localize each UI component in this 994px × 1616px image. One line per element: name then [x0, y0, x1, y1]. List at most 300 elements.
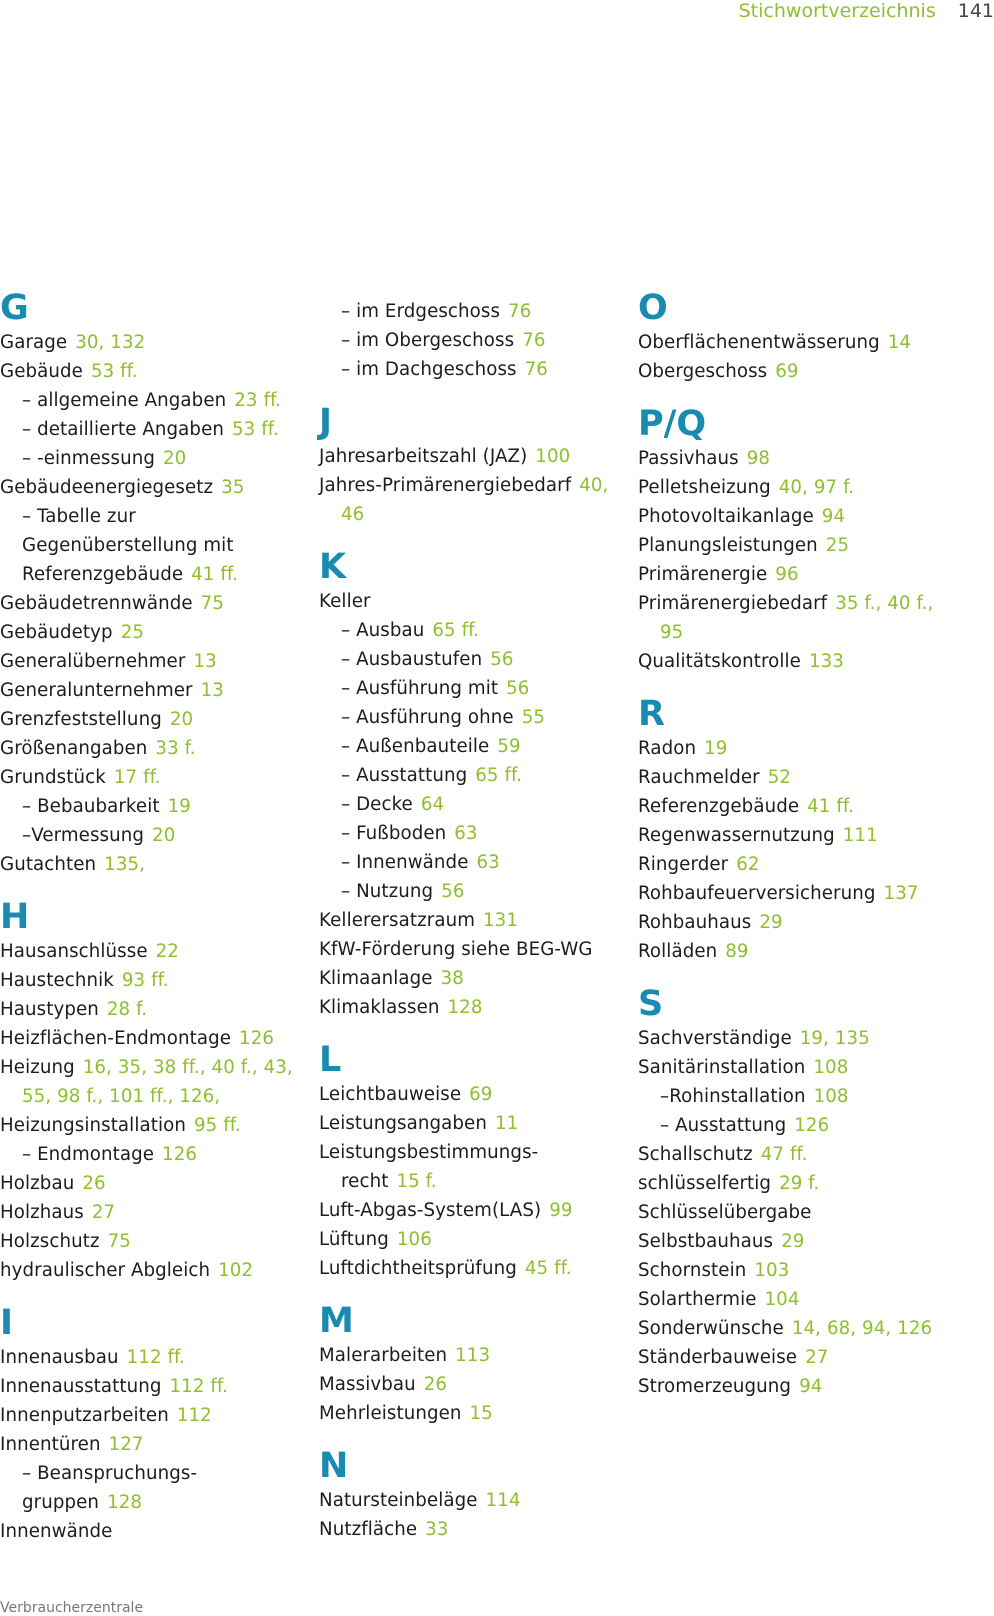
index-entry [319, 1254, 619, 1283]
page-reference: 40, [579, 475, 609, 496]
index-term: –Rohinstallation [660, 1086, 806, 1107]
page-reference: 135, [104, 854, 146, 875]
index-entry [638, 1227, 978, 1256]
index-entry [319, 442, 619, 471]
index-term: Solarthermie [638, 1289, 757, 1310]
page-reference: 63 [454, 823, 478, 844]
index-entry [319, 1399, 619, 1428]
index-term: Referenzgebäude [22, 564, 184, 585]
index-entry [0, 589, 310, 618]
index-term: recht [341, 1171, 389, 1192]
index-entry [0, 850, 310, 879]
page-reference: 59 [497, 736, 521, 757]
index-entry [638, 1198, 978, 1227]
index-entry [0, 357, 310, 386]
page-reference: 112 ff. [169, 1376, 228, 1397]
page-reference: 96 [775, 564, 799, 585]
page-reference: 15 [469, 1403, 493, 1424]
section-letter: G [0, 288, 29, 328]
section-spacer [319, 384, 619, 402]
index-entry [638, 1285, 978, 1314]
page-reference: 25 [120, 622, 145, 643]
page-reference: 35 f., 40 f., [835, 593, 934, 614]
section-spacer [319, 1022, 619, 1040]
page-reference: 19 [704, 738, 728, 759]
index-continuation [0, 502, 310, 531]
index-entry [638, 531, 978, 560]
page-reference: 76 [508, 301, 532, 322]
index-term: – Decke [341, 794, 413, 815]
index-term: Gebäudeenergiegesetz [0, 477, 214, 498]
index-entry [0, 995, 310, 1024]
index-term: Rohbaufeuerversicherung [638, 883, 876, 904]
page-number: 141 [957, 0, 994, 22]
index-entry [638, 1372, 978, 1401]
index-entry [638, 850, 978, 879]
index-entry [0, 676, 310, 705]
index-term: Selbstbauhaus [638, 1231, 774, 1252]
index-continuation [0, 560, 310, 589]
page-reference: 75 [107, 1231, 131, 1252]
index-term: – allgemeine Angaben [22, 390, 227, 411]
page-reference: 33 [425, 1519, 449, 1540]
index-term: – Bebaubarkeit [22, 796, 160, 817]
index-term: Pelletsheizung [638, 477, 771, 498]
index-entry [0, 618, 310, 647]
page-reference: 27 [805, 1347, 829, 1368]
index-term: – Innenwände [341, 852, 469, 873]
index-entry [638, 879, 978, 908]
index-term: – im Erdgeschoss [341, 301, 501, 322]
index-entry [638, 473, 978, 502]
page-reference: 104 [764, 1289, 800, 1310]
index-subentry [319, 761, 619, 790]
page-reference: 62 [736, 854, 760, 875]
page-reference: 52 [767, 767, 792, 788]
page-reference: 65 ff. [475, 765, 523, 786]
index-entry [0, 1256, 310, 1285]
page-reference: 17 ff. [113, 767, 161, 788]
index-term: Natursteinbeläge [319, 1490, 478, 1511]
index-entry [0, 734, 310, 763]
index-term: – Ausstattung [660, 1115, 787, 1136]
index-subentry [319, 297, 619, 326]
index-term: Referenzgebäude [638, 796, 800, 817]
page-reference: 19 [167, 796, 191, 817]
index-term: hydraulischer Abgleich [0, 1260, 211, 1281]
index-term: schlüsselfertig [638, 1173, 772, 1194]
index-subentry [319, 703, 619, 732]
index-entry [0, 966, 310, 995]
page-reference: 16, 35, 38 ff., 40 f., 43, [82, 1057, 293, 1078]
page-reference: 126 [162, 1144, 198, 1165]
index-subentry [0, 1459, 310, 1488]
section-letter: I [0, 1303, 14, 1343]
page-reference: 89 [725, 941, 749, 962]
index-entry [319, 1370, 619, 1399]
index-term: – Außenbauteile [341, 736, 490, 757]
index-entry [0, 1372, 310, 1401]
section-spacer [319, 1428, 619, 1446]
index-term: Sachverständige [638, 1028, 792, 1049]
page-reference: 55 [521, 707, 546, 728]
index-term: – Ausführung ohne [341, 707, 514, 728]
index-term: Generalübernehmer [0, 651, 186, 672]
index-term: – -einmessung [22, 448, 155, 469]
section-letter: J [319, 402, 333, 442]
section-spacer [0, 879, 310, 897]
index-term: Schornstein [638, 1260, 747, 1281]
index-term: Klimaanlage [319, 968, 433, 989]
index-term: Gebäudetyp [0, 622, 113, 643]
section-letter: L [319, 1040, 342, 1080]
index-subentry [319, 877, 619, 906]
index-term: Kellerersatzraum [319, 910, 476, 931]
page-reference: 137 [883, 883, 919, 904]
index-entry [319, 1486, 619, 1515]
header-title: Stichwortverzeichnis [738, 0, 936, 22]
page-reference: 102 [218, 1260, 254, 1281]
page-reference: 128 [107, 1492, 143, 1513]
index-subentry [319, 732, 619, 761]
index-continuation [0, 531, 310, 560]
index-term: – Tabelle zur [22, 506, 136, 527]
index-term: Haustypen [0, 999, 99, 1020]
page-reference: 28 f. [106, 999, 148, 1020]
index-term: – Ausführung mit [341, 678, 499, 699]
index-term: Sonderwünsche [638, 1318, 784, 1339]
index-subentry [319, 848, 619, 877]
index-term: KfW-Förderung siehe BEG-WG [319, 939, 593, 960]
index-term: Generalunternehmer [0, 680, 193, 701]
page-reference: 69 [469, 1084, 493, 1105]
index-entry [638, 1024, 978, 1053]
section-letter: P/Q [638, 404, 707, 444]
index-term: Qualitätskontrolle [638, 651, 801, 672]
index-entry [638, 1053, 978, 1082]
page-reference: 65 ff. [432, 620, 480, 641]
index-term: Hausanschlüsse [0, 941, 148, 962]
page-reference: 14 [887, 332, 912, 353]
page-reference: 33 f. [155, 738, 196, 759]
index-term: – Beanspruchungs- [22, 1463, 198, 1484]
index-term: Schallschutz [638, 1144, 753, 1165]
index-entry [0, 1053, 310, 1082]
section-letter: S [638, 984, 664, 1024]
section-letter: H [0, 897, 30, 937]
index-term: Planungsleistungen [638, 535, 818, 556]
page-reference: 20 [152, 825, 176, 846]
page-reference: 56 [506, 678, 530, 699]
page-reference: 94 [821, 506, 846, 527]
index-subentry [319, 645, 619, 674]
index-term: Grundstück [0, 767, 106, 788]
index-term: Mehrleistungen [319, 1403, 462, 1424]
index-term: Sanitärinstallation [638, 1057, 806, 1078]
index-entry [638, 937, 978, 966]
page-reference: 47 ff. [760, 1144, 808, 1165]
index-subentry [0, 821, 310, 850]
index-term: – Ausstattung [341, 765, 468, 786]
page-reference: 127 [108, 1434, 144, 1455]
index-entry [638, 444, 978, 473]
index-term: Luft-Abgas-System(LAS) [319, 1200, 542, 1221]
section-spacer [638, 966, 978, 984]
page-reference: 13 [193, 651, 217, 672]
index-continuation [0, 1488, 310, 1517]
index-entry [638, 792, 978, 821]
index-continuation [319, 500, 619, 529]
index-subentry [638, 1111, 978, 1140]
index-subentry [319, 674, 619, 703]
section-letter: K [319, 547, 347, 587]
page-reference: 25 [825, 535, 850, 556]
page-reference: 98 [746, 448, 771, 469]
page-reference: 108 [813, 1086, 849, 1107]
page-reference: 56 [441, 881, 465, 902]
index-entry [0, 1024, 310, 1053]
page-reference: 112 ff. [126, 1347, 186, 1368]
index-entry [0, 1401, 310, 1430]
index-term: Malerarbeiten [319, 1345, 448, 1366]
index-term: Regenwassernutzung [638, 825, 835, 846]
index-term: Holzhaus [0, 1202, 84, 1223]
page-reference: 38 [440, 968, 464, 989]
index-term: Luftdichtheitsprüfung [319, 1258, 517, 1279]
index-term: Gebäudetrennwände [0, 593, 193, 614]
index-term: Haustechnik [0, 970, 114, 991]
section-spacer [319, 1283, 619, 1301]
index-term: Grenzfeststellung [0, 709, 162, 730]
index-continuation [319, 1167, 619, 1196]
page-reference: 100 [535, 446, 571, 467]
index-continuation [638, 618, 978, 647]
index-entry [319, 1341, 619, 1370]
index-entry [638, 1140, 978, 1169]
index-term: Oberflächenentwässerung [638, 332, 880, 353]
index-entry [319, 1138, 619, 1167]
page-reference: 63 [476, 852, 500, 873]
index-term: Innentüren [0, 1434, 101, 1455]
index-entry [0, 1430, 310, 1459]
index-subentry [0, 444, 310, 473]
index-term: Ständerbauweise [638, 1347, 798, 1368]
index-subentry [0, 1140, 310, 1169]
index-subentry [319, 819, 619, 848]
index-term: Innenwände [0, 1521, 113, 1542]
index-term: Rolläden [638, 941, 718, 962]
index-term: Schlüsselübergabe [638, 1202, 812, 1223]
index-entry [319, 471, 619, 500]
index-term: Rauchmelder [638, 767, 760, 788]
index-entry [0, 473, 310, 502]
index-term: Rohbauhaus [638, 912, 752, 933]
page-reference: 131 [483, 910, 519, 931]
index-term: – Nutzung [341, 881, 434, 902]
index-entry [0, 1227, 310, 1256]
index-entry [638, 502, 978, 531]
index-entry [638, 560, 978, 589]
index-term: – detaillierte Angaben [22, 419, 224, 440]
index-subentry [0, 415, 310, 444]
index-term: – im Dachgeschoss [341, 359, 517, 380]
index-entry [638, 328, 978, 357]
section-letter: M [319, 1301, 354, 1341]
section-letter: R [638, 694, 665, 734]
index-entry [638, 1314, 978, 1343]
index-term: Radon [638, 738, 697, 759]
page-reference: 53 ff. [232, 419, 279, 440]
index-term: Holzbau [0, 1173, 75, 1194]
section-letter: N [319, 1446, 349, 1486]
page-reference: 95 ff. [193, 1115, 241, 1136]
index-term: Nutzfläche [319, 1519, 418, 1540]
page-reference: 126 [239, 1028, 275, 1049]
index-term: Ringerder [638, 854, 729, 875]
index-term: Gutachten [0, 854, 97, 875]
page-reference: 99 [549, 1200, 573, 1221]
page-reference: 76 [522, 330, 546, 351]
index-column-1 [0, 288, 310, 1546]
index-entry [638, 908, 978, 937]
index-term: Leistungsangaben [319, 1113, 487, 1134]
page-reference: 29 [781, 1231, 805, 1252]
index-term: gruppen [22, 1492, 100, 1513]
index-subentry [319, 355, 619, 384]
index-term: Heizung [0, 1057, 75, 1078]
index-subentry [319, 326, 619, 355]
index-term: Primärenergiebedarf [638, 593, 828, 614]
page-reference: 112 [176, 1405, 212, 1426]
page-reference: 15 f. [396, 1171, 437, 1192]
index-entry [0, 1198, 310, 1227]
index-entry [0, 1111, 310, 1140]
index-term: Stromerzeugung [638, 1376, 792, 1397]
index-term: – Ausbau [341, 620, 425, 641]
page-reference: 69 [775, 361, 799, 382]
page-reference: 128 [447, 997, 483, 1018]
page-reference: 14, 68, 94, 126 [791, 1318, 933, 1339]
page-reference: 19, 135 [799, 1028, 870, 1049]
page-reference: 133 [808, 651, 844, 672]
page-reference: 26 [82, 1173, 106, 1194]
page-reference: 29 [759, 912, 783, 933]
page-reference: 126 [794, 1115, 830, 1136]
index-term: Heizungsinstallation [0, 1115, 186, 1136]
index-subentry [319, 616, 619, 645]
page-reference: 103 [754, 1260, 790, 1281]
index-term: Obergeschoss [638, 361, 768, 382]
footer-publisher: Verbraucherzentrale [0, 1600, 144, 1616]
index-column-3 [638, 288, 978, 1401]
page-reference: 75 [200, 593, 225, 614]
index-term: Innenausstattung [0, 1376, 162, 1397]
page-reference: 94 [799, 1376, 823, 1397]
page-reference: 113 [455, 1345, 491, 1366]
page-reference: 108 [813, 1057, 849, 1078]
index-entry [319, 964, 619, 993]
page-reference: 64 [420, 794, 445, 815]
index-entry [638, 1256, 978, 1285]
index-entry [319, 906, 619, 935]
page-reference: 35 [221, 477, 245, 498]
section-spacer [638, 386, 978, 404]
index-entry [0, 1343, 310, 1372]
page-reference: 29 f. [779, 1173, 820, 1194]
index-term: Passivhaus [638, 448, 739, 469]
index-entry [638, 357, 978, 386]
page-reference: 46 [341, 504, 365, 525]
index-term: Jahresarbeitszahl (JAZ) [319, 446, 528, 467]
index-entry [319, 587, 619, 616]
page-reference: 56 [490, 649, 514, 670]
index-entry [0, 1517, 310, 1546]
index-term: Jahres-Primärenergiebedarf [319, 475, 572, 496]
index-term: Innenputzarbeiten [0, 1405, 169, 1426]
index-column-2 [319, 297, 619, 1544]
index-entry [638, 763, 978, 792]
index-subentry [0, 792, 310, 821]
page-reference: 11 [494, 1113, 519, 1134]
page-reference: 76 [524, 359, 548, 380]
page-reference: 53 ff. [90, 361, 138, 382]
page-reference: 114 [485, 1490, 521, 1511]
page-reference: 41 ff. [191, 564, 238, 585]
page-reference: 93 ff. [121, 970, 169, 991]
index-term: Gegenüberstellung mit [22, 535, 234, 556]
index-entry [638, 1169, 978, 1198]
index-subentry [0, 386, 310, 415]
index-subentry [319, 790, 619, 819]
index-term: Gebäude [0, 361, 83, 382]
page-reference: 22 [155, 941, 179, 962]
index-entry [638, 589, 978, 618]
index-subentry [638, 1082, 978, 1111]
index-term: – Ausbaustufen [341, 649, 483, 670]
page-reference: 40, 97 f. [778, 477, 855, 498]
page-reference: 20 [162, 448, 187, 469]
index-term: Massivbau [319, 1374, 416, 1395]
index-term: Größenangaben [0, 738, 148, 759]
index-entry [0, 1169, 310, 1198]
index-entry [0, 763, 310, 792]
index-term: Primärenergie [638, 564, 768, 585]
page-reference: 20 [169, 709, 194, 730]
index-entry [0, 937, 310, 966]
index-term: Heizflächen-Endmontage [0, 1028, 232, 1049]
index-term: Keller [319, 591, 371, 612]
page-reference: 106 [396, 1229, 432, 1250]
page-reference: 26 [423, 1374, 448, 1395]
index-entry [319, 1225, 619, 1254]
index-entry [638, 734, 978, 763]
index-term: Holzschutz [0, 1231, 100, 1252]
page-reference: 111 [842, 825, 878, 846]
index-entry [319, 993, 619, 1022]
index-term: – Endmontage [22, 1144, 155, 1165]
index-entry [319, 1515, 619, 1544]
index-entry [638, 647, 978, 676]
index-term: Leistungsbestimmungs- [319, 1142, 539, 1163]
index-entry [319, 1080, 619, 1109]
index-entry [319, 935, 619, 964]
section-letter: O [638, 288, 668, 328]
page-reference: 41 ff. [807, 796, 854, 817]
index-term: Leichtbauweise [319, 1084, 462, 1105]
page-reference: 27 [91, 1202, 116, 1223]
page-reference: 23 ff. [234, 390, 282, 411]
index-entry [319, 1196, 619, 1225]
